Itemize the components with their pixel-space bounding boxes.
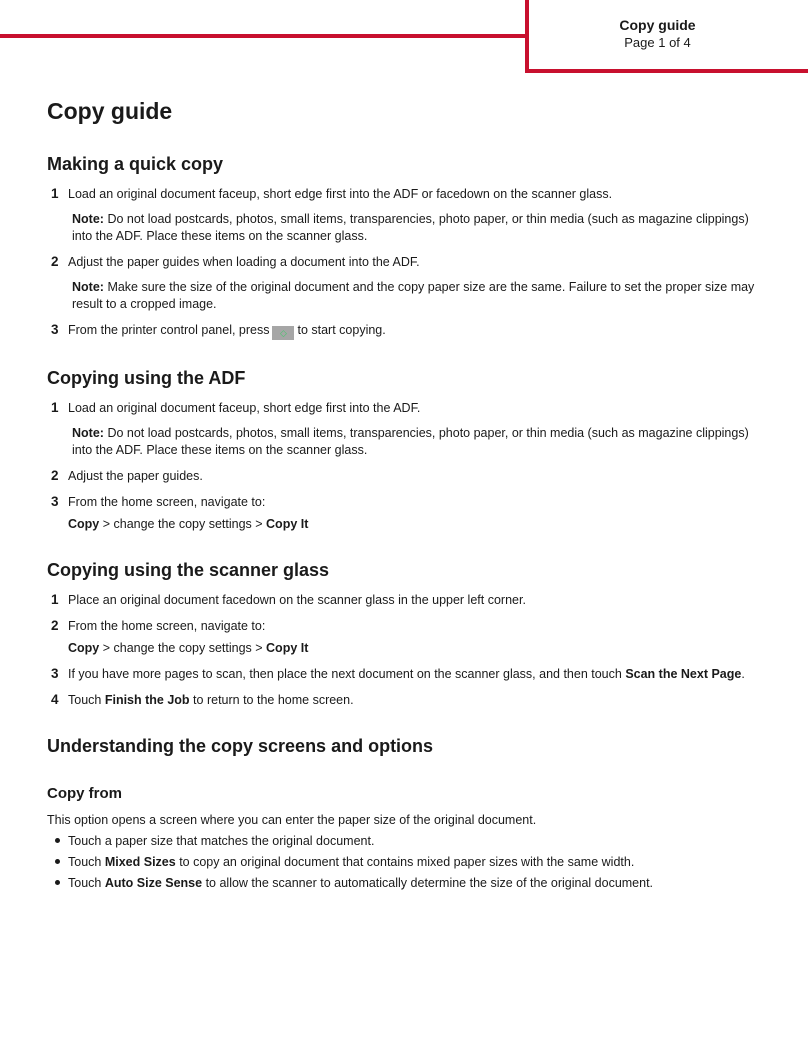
page-number: Page 1 of 4 (624, 35, 691, 50)
bullet-text: to allow the scanner to automatically determine the size of the original document. (202, 876, 654, 890)
note (68, 425, 767, 458)
step-3: 3 From the home screen, navigate to: Copy > change the copy settings > Copy It (47, 494, 767, 532)
step-3: 3 If you have more pages to scan, then place the next document on the scanner glass, and then touch Scan the Next Page. (51, 666, 745, 681)
step-text: From the home screen, navigate to: (68, 495, 266, 509)
note-label: Note: (72, 426, 104, 440)
nav-copy-it: Copy It (266, 641, 309, 655)
note-text: Do not load postcards, photos, small items, transparencies, photo paper, or thin media (such as magazine clippings) into the ADF. Place these items on the scanner glass. (72, 212, 749, 243)
running-header (560, 17, 755, 51)
step-text: to start copying. (297, 323, 386, 337)
step-text: From the printer control panel, press (68, 323, 270, 337)
section-quick-copy (47, 152, 767, 340)
step-1: 1 Place an original document facedown on the scanner glass in the upper left corner. (51, 592, 526, 607)
section-heading: Copying using the scanner glass (47, 560, 330, 580)
nav-copy-it: Copy It (266, 517, 309, 531)
note (68, 279, 767, 312)
step-text: Place an original document facedown on the scanner glass in the upper left corner. (68, 593, 526, 607)
step-text: From the home screen, navigate to: (68, 619, 266, 633)
bullet-item (47, 854, 767, 870)
note-text: Do not load postcards, photos, small items, transparencies, photo paper, or thin media (such as magazine clippings) into the ADF. Place these items on the scanner glass. (72, 426, 749, 457)
nav-copy: Copy (68, 517, 100, 531)
bullet-text: Touch (68, 876, 105, 890)
section-scanner-glass (47, 558, 767, 708)
section-heading: Making a quick copy (47, 154, 224, 174)
note (68, 211, 767, 244)
step-2: 2 Adjust the paper guides. (51, 468, 203, 483)
nav-middle: > change the copy settings > (99, 641, 267, 655)
step-text: Load an original document faceup, short edge first into the ADF or facedown on the scanner glass. (68, 187, 613, 201)
step-text: Touch (68, 693, 105, 707)
step-text: Load an original document faceup, short edge first into the ADF. (68, 401, 421, 415)
nav-copy: Copy (68, 641, 100, 655)
bullet-item (47, 875, 767, 891)
nav-middle: > change the copy settings > (99, 517, 267, 531)
step-3: 3 From the printer control panel, press ◇ to start copying. (51, 322, 386, 338)
header-accent-line (0, 34, 528, 38)
bullet-text: to copy an original document that contains mixed paper sizes with the same width. (175, 855, 635, 869)
bullet-bold: Mixed Sizes (104, 855, 176, 869)
step-4: 4 Touch Finish the Job to return to the home screen. (51, 692, 354, 707)
section-copy-options (47, 734, 767, 891)
step-2: 2 Adjust the paper guides when loading a document into the ADF. Note: Make sure the size of the original document and the copy paper size are the same. Failure to set the proper size may result to a cropped image. (47, 254, 767, 312)
bullet-text: Touch a paper size that matches the original document. (68, 834, 375, 848)
navigation-path (68, 640, 767, 656)
bullet-text: Touch (68, 855, 105, 869)
section-adf (47, 366, 767, 532)
start-button-icon: ◇ (272, 326, 294, 340)
step-text: . (741, 667, 745, 681)
step-text: to return to the home screen. (189, 693, 354, 707)
step-bold: Finish the Job (104, 693, 190, 707)
subsection-heading: Copy from (47, 785, 122, 802)
step-1: 1 Load an original document faceup, short edge first into the ADF. Note: Do not load postcards, photos, small items, transparencies, photo paper, or thin media (such as magazine clippings) into the ADF. Place these items on the scanner glass. (47, 400, 767, 458)
step-1: 1 Load an original document faceup, short edge first into the ADF or facedown on the scanner glass. Note: Do not load postcards, photos, small items, transparencies, photo paper, or thin media (such as magazine clippings) into the ADF. Place these items on the scanner glass. (47, 186, 767, 244)
bullet-item (47, 833, 767, 849)
note-label: Note: (72, 280, 104, 294)
paragraph: This option opens a screen where you can enter the paper size of the original document. (47, 813, 537, 827)
step-text: If you have more pages to scan, then place the next document on the scanner glass, and then touch (68, 667, 626, 681)
bullet-bold: Auto Size Sense (104, 876, 203, 890)
step-bold: Scan the Next Page (625, 667, 742, 681)
step-text: Adjust the paper guides when loading a document into the ADF. (68, 255, 420, 269)
section-heading: Copying using the ADF (47, 368, 246, 388)
running-header-title: Copy guide (619, 17, 696, 33)
document-body (47, 96, 767, 891)
header-accent-divider (525, 0, 529, 73)
note-label: Note: (72, 212, 104, 226)
page-title: Copy guide (47, 98, 173, 124)
navigation-path (68, 516, 767, 532)
step-text: Adjust the paper guides. (68, 469, 203, 483)
note-text: Make sure the size of the original document and the copy paper size are the same. Failure to set the proper size may result to a cropped image. (72, 280, 755, 311)
header-accent-underline (525, 69, 808, 73)
section-heading: Understanding the copy screens and options (47, 736, 434, 756)
step-2: 2 From the home screen, navigate to: Copy > change the copy settings > Copy It (47, 618, 767, 656)
